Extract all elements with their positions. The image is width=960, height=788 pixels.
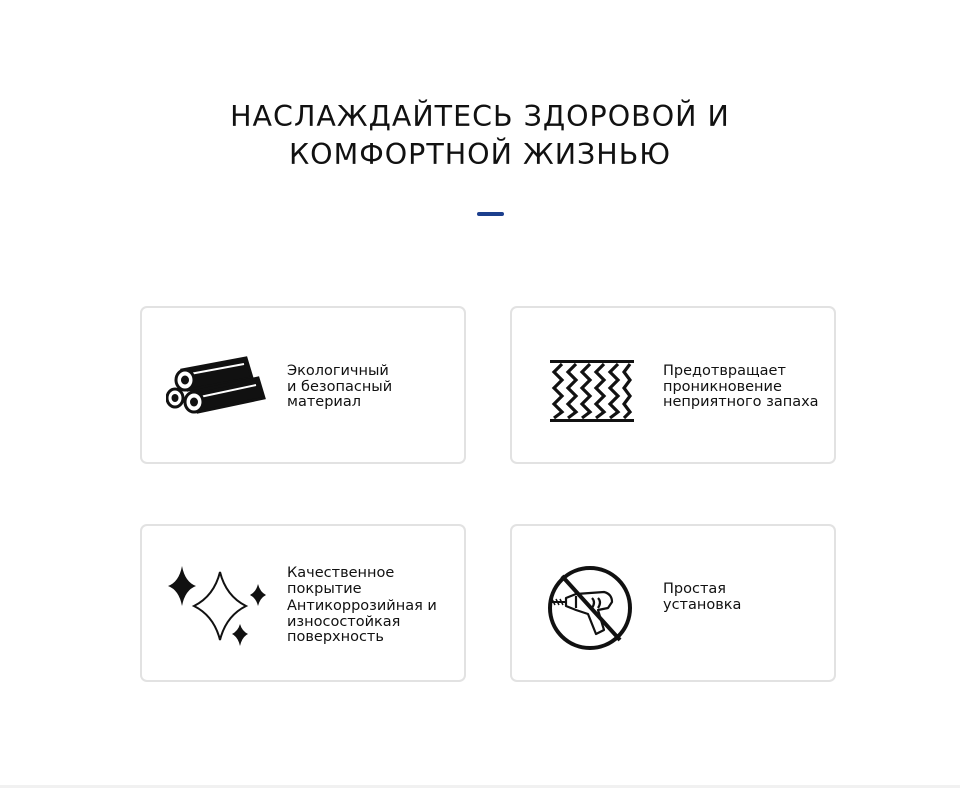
- page-title-line-2: КОМФОРТНОЙ ЖИЗНЬЮ: [288, 138, 672, 171]
- pipes-icon: [166, 354, 266, 420]
- page-title: [0, 98, 960, 174]
- title-divider: [477, 212, 504, 216]
- feature-card-eco-material: [140, 306, 466, 464]
- feature-eco-line-3: материал: [287, 394, 361, 410]
- feature-odor-line-3: неприятного запаха: [663, 394, 819, 410]
- feature-coating-title-line-2: покрытие: [287, 580, 362, 597]
- feature-installation-line-2: установка: [663, 596, 742, 613]
- feature-installation-text: [663, 582, 741, 613]
- feature-coating-text: [287, 566, 437, 646]
- feature-coating-title-line-1: Качественное: [287, 565, 395, 581]
- feature-odor-line-2: проникновение: [663, 378, 782, 395]
- feature-eco-line-1: Экологичный: [287, 363, 389, 379]
- feature-card-odor: [510, 306, 836, 464]
- feature-eco-line-2: и безопасный: [287, 378, 393, 395]
- sparkle-icon: [168, 564, 268, 648]
- feature-odor-line-1: Предотвращает: [663, 363, 786, 379]
- no-drill-icon: [546, 564, 634, 652]
- feature-card-installation: [510, 524, 836, 682]
- page-title-line-1: НАСЛАЖДАЙТЕСЬ ЗДОРОВОЙ И: [230, 100, 730, 133]
- feature-card-coating: [140, 524, 466, 682]
- feature-odor-text: [663, 364, 819, 411]
- feature-coating-body-line-3: поверхность: [287, 629, 384, 645]
- feature-eco-text: [287, 364, 392, 411]
- feature-coating-body-line-2: износостойкая: [287, 613, 401, 630]
- feature-installation-line-1: Простая: [663, 581, 727, 597]
- feature-coating-body-line-1: Антикоррозийная и: [287, 598, 437, 614]
- wave-filter-icon: [550, 360, 634, 422]
